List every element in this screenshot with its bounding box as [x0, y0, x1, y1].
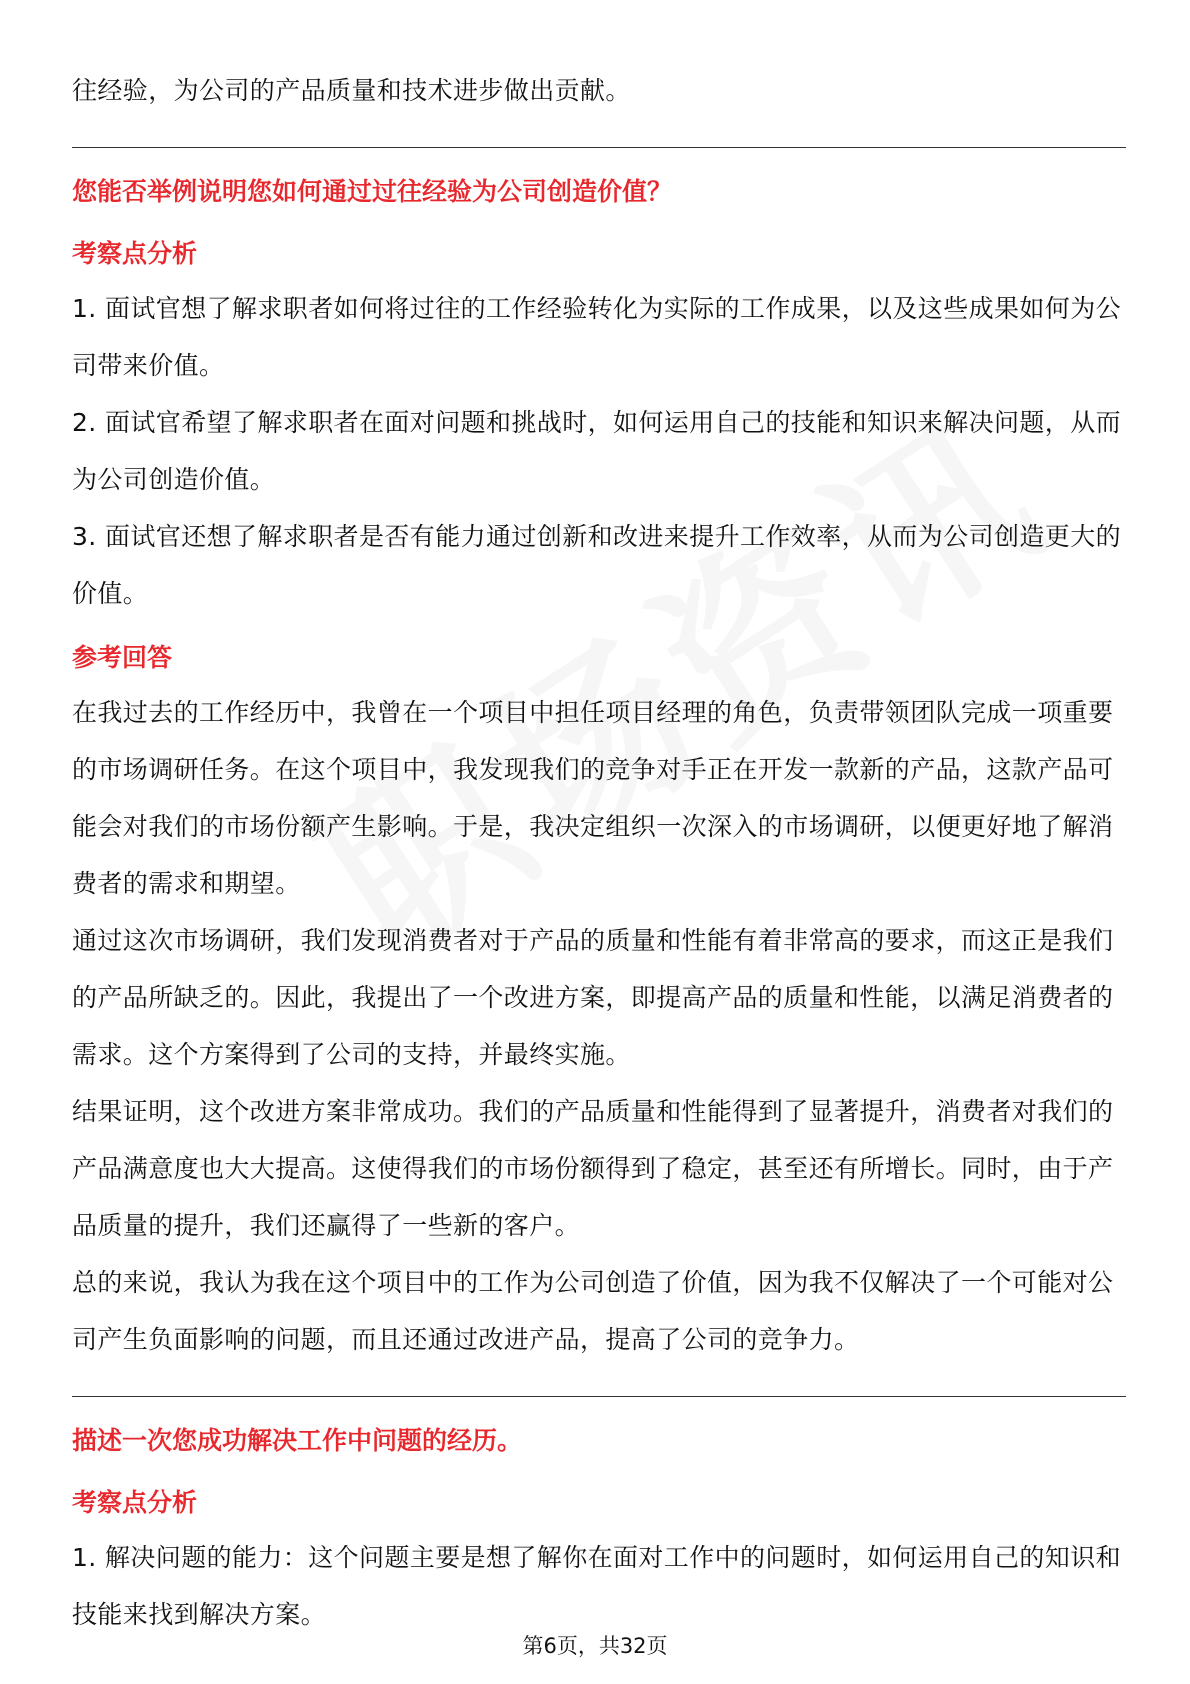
answer-paragraph: 结果证明，这个改进方案非常成功。我们的产品质量和性能得到了显著提升，消费者对我们的产品满意度也大大提高。这使得我们的市场份额得到了稳定，甚至还有所增长。同时，由于产品质量的提升，我们还赢得了一些新的客户。 [72, 1097, 1114, 1240]
question-heading: 描述一次您成功解决工作中问题的经历。 [72, 1426, 523, 1455]
answer-heading: 参考回答 [72, 643, 173, 672]
analysis-heading: 考察点分析 [72, 1488, 198, 1517]
analysis-point: 1. 解决问题的能力：这个问题主要是想了解你在面对工作中的问题时，如何运用自己的知识和技能来找到解决方案。 [72, 1543, 1122, 1629]
analysis-heading: 考察点分析 [72, 239, 198, 268]
answer-paragraph: 总的来说，我认为我在这个项目中的工作为公司创造了价值，因为我不仅解决了一个可能对公司产生负面影响的问题，而且还通过改进产品，提高了公司的竞争力。 [72, 1268, 1114, 1354]
page-number-footer: 第6页，共32页 [522, 1634, 668, 1658]
question-heading: 您能否举例说明您如何通过过往经验为公司创造价值？ [72, 177, 673, 206]
answer-paragraph: 通过这次市场调研，我们发现消费者对于产品的质量和性能有着非常高的要求，而这正是我们的产品所缺乏的。因此，我提出了一个改进方案，即提高产品的质量和性能，以满足消费者的需求。这个方案得到了公司的支持，并最终实施。 [72, 926, 1114, 1069]
document-page [72, 62, 1126, 1643]
section-divider [72, 147, 1126, 148]
analysis-point: 2. 面试官希望了解求职者在面对问题和挑战时，如何运用自己的技能和知识来解决问题，从而为公司创造价值。 [72, 408, 1122, 494]
analysis-point: 3. 面试官还想了解求职者是否有能力通过创新和改进来提升工作效率，从而为公司创造更大的价值。 [72, 522, 1122, 608]
section-divider [72, 1396, 1126, 1397]
intro-tail-paragraph: 往经验，为公司的产品质量和技术进步做出贡献。 [72, 76, 631, 105]
answer-paragraph: 在我过去的工作经历中，我曾在一个项目中担任项目经理的角色，负责带领团队完成一项重要的市场调研任务。在这个项目中，我发现我们的竞争对手正在开发一款新的产品，这款产品可能会对我们的市场份额产生影响。于是，我决定组织一次深入的市场调研，以便更好地了解消费者的需求和期望。 [72, 698, 1114, 898]
analysis-point: 1. 面试官想了解求职者如何将过往的工作经验转化为实际的工作成果，以及这些成果如何为公司带来价值。 [72, 294, 1122, 380]
